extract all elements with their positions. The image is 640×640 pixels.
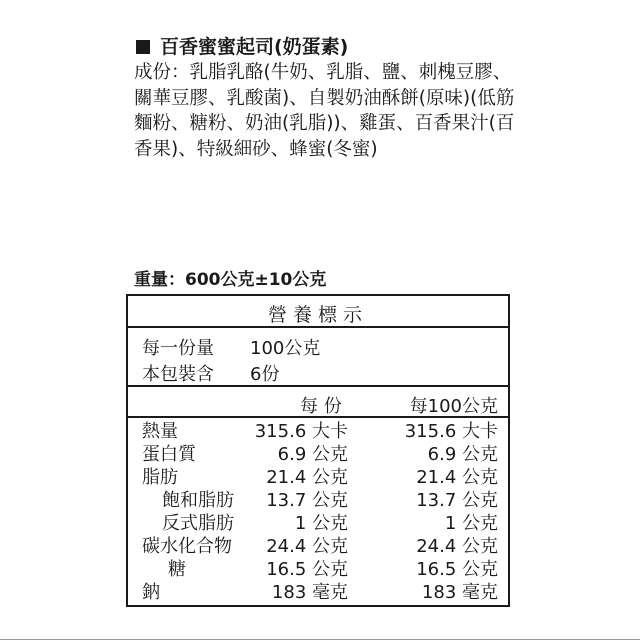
divider: [128, 416, 508, 418]
column-header-per-100g: 每100公克: [409, 396, 498, 417]
nutrient-row: [128, 512, 508, 535]
nutrient-name: 糖: [168, 559, 186, 580]
nutrient-row: [128, 535, 508, 558]
nutrient-name: 鈉: [142, 582, 160, 603]
product-title-text: 百香蜜蜜起司(奶蛋素): [160, 36, 349, 58]
nutrient-row: [128, 581, 508, 604]
serving-size-row: [142, 334, 320, 360]
nutrient-row: [128, 558, 508, 581]
serving-size-value: 100公克: [250, 338, 321, 359]
per-100g-value: 16.5 公克: [416, 559, 498, 580]
per-serving-value: 6.9 公克: [277, 444, 348, 465]
per-100g-value: 1 公克: [444, 513, 498, 534]
per-100g-value: 183 毫克: [421, 582, 498, 603]
column-header-per-serving: 每 份: [300, 396, 342, 417]
per-serving-value: 24.4 公克: [266, 536, 348, 557]
servings-value: 6份: [250, 364, 280, 385]
servings-label: 本包裝含: [142, 364, 214, 385]
nutrient-row: [128, 466, 508, 489]
per-serving-value: 315.6 大卡: [254, 421, 348, 442]
nutrient-name: 熱量: [142, 421, 178, 442]
per-serving-value: 1 公克: [294, 513, 348, 534]
per-100g-value: 6.9 公克: [427, 444, 498, 465]
nutrition-facts-table: [126, 294, 510, 607]
per-serving-value: 21.4 公克: [266, 467, 348, 488]
nutrition-title: 營養標示: [267, 304, 368, 326]
per-100g-value: 315.6 大卡: [404, 421, 498, 442]
nutrient-name: 飽和脂肪: [162, 490, 234, 511]
divider: [128, 385, 508, 387]
per-100g-value: 13.7 公克: [416, 490, 498, 511]
servings-per-package-row: [142, 360, 279, 386]
nutrient-row: [128, 443, 508, 466]
per-100g-value: 21.4 公克: [416, 467, 498, 488]
per-serving-value: 16.5 公克: [266, 559, 348, 580]
ingredients-text: 成份：乳脂乳酪(牛奶、乳脂、鹽、刺槐豆膠、關華豆膠、乳酸菌)、自製奶油酥餅(原味)(低筋麵粉、糖粉、奶油(乳脂))、雞蛋、百香果汁(百香果)、特級細砂、蜂蜜(冬蜜): [134, 62, 515, 160]
nutrient-row: [128, 420, 508, 443]
nutrient-name: 碳水化合物: [142, 536, 232, 557]
per-100g-value: 24.4 公克: [416, 536, 498, 557]
bullet-square-icon: [136, 40, 150, 54]
net-weight: 重量：600公克±10公克: [134, 270, 327, 290]
nutrient-name: 蛋白質: [142, 444, 196, 465]
serving-size-label: 每一份量: [142, 338, 214, 359]
per-serving-value: 183 毫克: [271, 582, 348, 603]
product-title: [136, 32, 348, 59]
per-serving-value: 13.7 公克: [266, 490, 348, 511]
nutrient-name: 脂肪: [142, 467, 178, 488]
nutrient-name: 反式脂肪: [162, 513, 234, 534]
divider: [128, 326, 508, 328]
nutrient-row: [128, 489, 508, 512]
